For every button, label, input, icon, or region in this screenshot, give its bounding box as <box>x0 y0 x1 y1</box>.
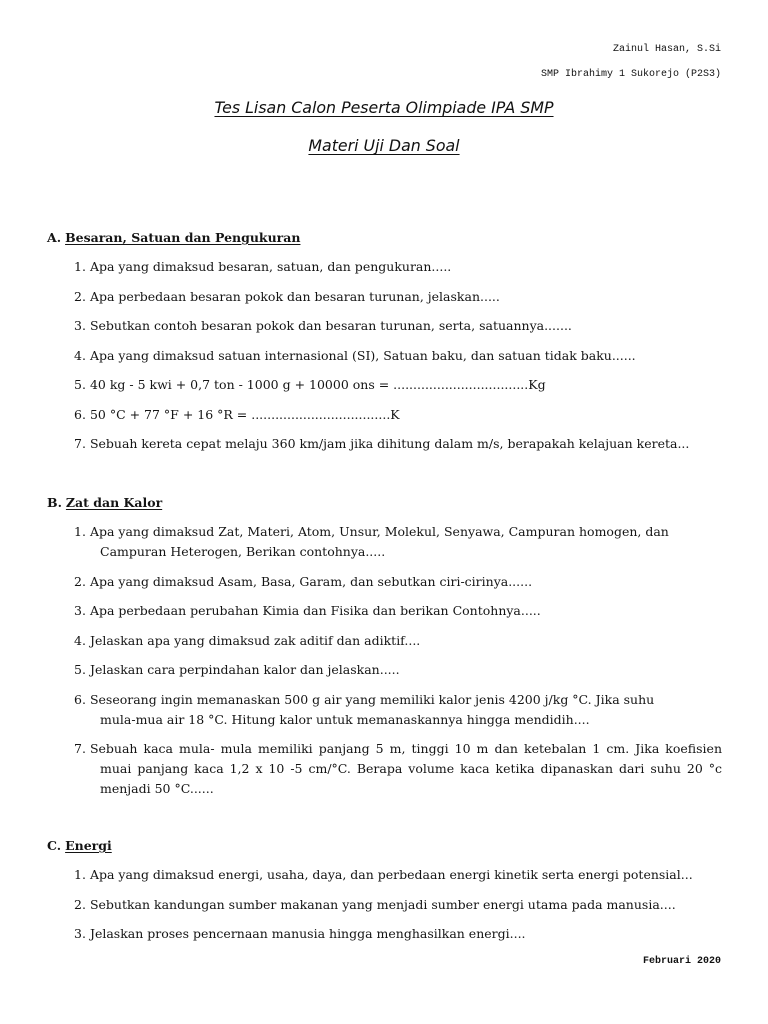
question-line <box>74 346 722 366</box>
question-number: 5. <box>74 377 86 392</box>
question-line <box>74 690 722 710</box>
school-name: SMP Ibrahimy 1 Sukorejo (P2S3) <box>540 69 721 80</box>
document-subtitle <box>0 136 768 156</box>
question-number: 6. <box>74 406 86 422</box>
question-item <box>74 739 722 799</box>
question-number: 7. <box>74 436 86 451</box>
section-heading <box>47 228 768 248</box>
question-number: 3. <box>74 926 86 941</box>
question-line <box>74 257 722 277</box>
section-heading <box>47 493 768 513</box>
section-heading <box>47 836 768 856</box>
question-text: Apa perbedaan perubahan Kimia dan Fisika dan berikan Contohnya..... <box>89 603 541 618</box>
question-text-continued: menjadi 50 °C...... <box>100 781 214 796</box>
question-number: 4. <box>74 632 86 648</box>
document-title-text: Tes Lisan Calon Peserta Olimpiade IPA SMP <box>214 98 554 117</box>
question-item <box>74 346 722 366</box>
question-line <box>74 316 722 336</box>
question-text: Jelaskan apa yang dimaksud zak aditif dan adiktif.... <box>89 632 421 648</box>
section-letter: C. <box>47 838 62 853</box>
question-item <box>74 631 722 651</box>
question-item <box>74 690 722 730</box>
question-line <box>74 375 722 395</box>
question-text: Sebutkan kandungan sumber makanan yang menjadi sumber energi utama pada manusia.... <box>89 896 676 912</box>
question-line <box>74 631 722 651</box>
question-text-continued: Campuran Heterogen, Berikan contohnya..... <box>100 544 386 559</box>
footer-date: Februari 2020 <box>642 956 721 967</box>
question-item <box>74 434 722 454</box>
question-item <box>74 287 722 307</box>
question-line <box>74 522 722 542</box>
question-text: 50 °C + 77 °F + 16 °R = ...................................K <box>89 406 400 422</box>
question-line <box>74 405 722 425</box>
question-text: Sebuah kaca mula- mula memiliki panjang 5 m, tinggi 10 m dan ketebalan 1 cm. Jika koefisien <box>89 741 722 756</box>
document-title <box>0 98 768 118</box>
question-item <box>74 924 722 944</box>
question-number: 3. <box>74 318 86 333</box>
question-number: 3. <box>74 603 86 618</box>
question-line <box>74 434 722 454</box>
question-item <box>74 375 722 395</box>
question-text: Seseorang ingin memanaskan 500 g air yang memiliki kalor jenis 4200 j/kg °C. Jika suhu <box>89 691 655 707</box>
question-number: 1. <box>74 259 86 274</box>
question-number: 7. <box>74 741 86 756</box>
section-title: Energi <box>65 838 112 853</box>
question-number: 6. <box>74 691 86 707</box>
question-line <box>74 572 722 592</box>
section-a <box>0 228 768 464</box>
section-title: Zat dan Kalor <box>65 495 163 510</box>
question-number: 1. <box>74 867 86 882</box>
section-letter: A. <box>47 230 62 245</box>
question-text: Apa yang dimaksud Zat, Materi, Atom, Unsur, Molekul, Senyawa, Campuran homogen, dan <box>89 524 669 539</box>
question-line <box>74 287 722 307</box>
question-number: 4. <box>74 347 86 363</box>
question-item <box>74 257 722 277</box>
question-text-continued: mula-mua air 18 °C. Hitung kalor untuk memanaskannya hingga mendidih.... <box>100 711 590 727</box>
question-item <box>74 522 722 562</box>
question-number: 5. <box>74 662 86 677</box>
section-letter: B. <box>47 495 62 510</box>
question-line <box>74 924 722 944</box>
question-text: Sebuah kereta cepat melaju 360 km/jam jika dihitung dalam m/s, berapakah kelajuan kereta... <box>89 436 690 451</box>
section-b <box>0 493 768 809</box>
question-text: Apa yang dimaksud energi, usaha, daya, dan perbedaan energi kinetik serta energi potensial... <box>89 867 693 882</box>
question-item <box>74 572 722 592</box>
author-name: Zainul Hasan, S.Si <box>612 44 721 55</box>
question-item <box>74 895 722 915</box>
question-text: Apa yang dimaksud Asam, Basa, Garam, dan sebutkan ciri-cirinya...... <box>89 573 533 589</box>
question-line <box>74 739 722 759</box>
question-item <box>74 405 722 425</box>
question-item <box>74 601 722 621</box>
question-number: 2. <box>74 288 86 304</box>
question-text: Apa yang dimaksud besaran, satuan, dan pengukuran..... <box>89 259 452 274</box>
question-line <box>74 895 722 915</box>
document-subtitle-text: Materi Uji Dan Soal <box>308 136 460 155</box>
question-number: 1. <box>74 524 86 539</box>
question-text: Apa perbedaan besaran pokok dan besaran turunan, jelaskan..... <box>89 288 500 304</box>
question-item <box>74 660 722 680</box>
question-text: Apa yang dimaksud satuan internasional (SI), Satuan baku, dan satuan tidak baku...... <box>89 347 636 363</box>
question-item <box>74 316 722 336</box>
section-c <box>0 836 768 954</box>
question-number: 2. <box>74 896 86 912</box>
question-line <box>74 660 722 680</box>
question-line <box>74 865 722 885</box>
question-text: Jelaskan cara perpindahan kalor dan jelaskan..... <box>89 662 400 677</box>
question-text: 40 kg - 5 kwi + 0,7 ton - 1000 g + 10000 ons = ..................................Kg <box>89 377 546 392</box>
question-text: Sebutkan contoh besaran pokok dan besaran turunan, serta, satuannya....... <box>89 318 572 333</box>
question-text-continued: muai panjang kaca 1,2 x 10 -5 cm/°C. Berapa volume kaca ketika dipanaskan dari suhu 20 °c <box>100 761 722 776</box>
question-line <box>74 601 722 621</box>
question-number: 2. <box>74 573 86 589</box>
question-text: Jelaskan proses pencernaan manusia hingga menghasilkan energi.... <box>89 926 526 941</box>
question-item <box>74 865 722 885</box>
section-title: Besaran, Satuan dan Pengukuran <box>65 230 301 245</box>
